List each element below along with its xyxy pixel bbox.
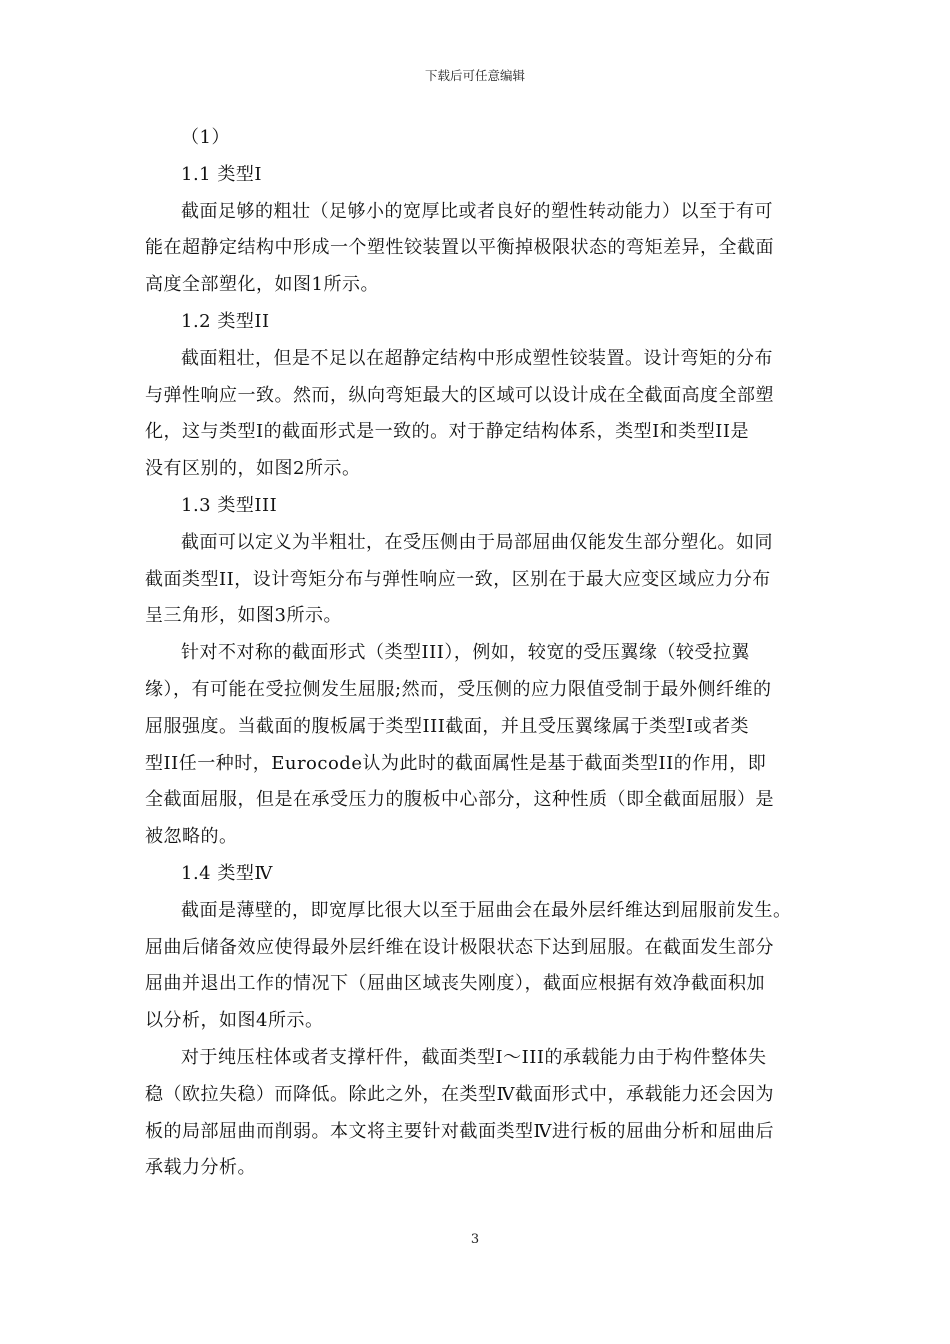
text-line: 缘），有可能在受拉侧发生屈服;然而，受压侧的应力限值受制于最外侧纤维的: [145, 678, 772, 700]
text-line: 截面可以定义为半粗壮，在受压侧由于局部屈曲仅能发生部分塑化。如同: [181, 531, 773, 553]
section-heading: 1.1 类型Ⅰ: [181, 163, 262, 185]
text-line: 针对不对称的截面形式（类型III），例如，较宽的受压翼缘（较受拉翼: [181, 642, 750, 664]
text-line: 屈曲并退出工作的情况下（屈曲区域丧失刚度），截面应根据有效净截面积加: [145, 973, 765, 995]
text-line: 没有区别的，如图2所示。: [145, 458, 361, 480]
section-heading: 1.2 类型II: [181, 310, 270, 332]
document-body: [145, 120, 805, 1187]
text-line: 被忽略的。: [145, 826, 238, 848]
text-line: 化，这与类型Ⅰ的截面形式是一致的。对于静定结构体系，类型Ⅰ和类型II是: [145, 421, 749, 443]
text-line: 屈服强度。当截面的腹板属于类型III截面，并且受压翼缘属于类型Ⅰ或者类: [145, 715, 749, 737]
text-line: 稳（欧拉失稳）而降低。除此之外，在类型Ⅳ截面形式中，承载能力还会因为: [145, 1083, 774, 1105]
text-line: 截面足够的粗壮（足够小的宽厚比或者良好的塑性转动能力）以至于有可: [181, 200, 773, 222]
page-header: 下载后可任意编辑: [424, 68, 525, 83]
text-line: 截面类型II，设计弯矩分布与弹性响应一致，区别在于最大应变区域应力分布: [145, 568, 771, 590]
text-line: 型II任一种时，Eurocode认为此时的截面属性是基于截面类型II的作用，即: [145, 752, 767, 774]
text-line: 对于纯压柱体或者支撑杆件，截面类型Ⅰ～III的承载能力由于构件整体失: [181, 1046, 767, 1068]
text-line: 与弹性响应一致。然而，纵向弯矩最大的区域可以设计成在全截面高度全部塑: [145, 384, 774, 406]
section-heading: （1）: [181, 127, 230, 148]
section-heading: 1.4 类型Ⅳ: [181, 862, 273, 884]
text-line: 呈三角形，如图3所示。: [145, 605, 342, 627]
text-line: 截面是薄壁的，即宽厚比很大以至于屈曲会在最外层纤维达到屈服前发生。: [181, 899, 792, 921]
text-line: 承载力分析。: [145, 1157, 256, 1179]
text-line: 以分析，如图4所示。: [145, 1010, 324, 1032]
text-line: 屈曲后储备效应使得最外层纤维在设计极限状态下达到屈服。在截面发生部分: [145, 936, 774, 958]
text-line: 高度全部塑化，如图1所示。: [145, 274, 379, 296]
text-line: 板的局部屈曲而削弱。本文将主要针对截面类型Ⅳ进行板的屈曲分析和屈曲后: [145, 1120, 774, 1142]
text-line: 能在超静定结构中形成一个塑性铰装置以平衡掉极限状态的弯矩差异，全截面: [145, 237, 774, 259]
text-line: 截面粗壮，但是不足以在超静定结构中形成塑性铰装置。设计弯矩的分布: [181, 347, 773, 369]
page-number: 3: [470, 1232, 480, 1247]
text-line: 全截面屈服，但是在承受压力的腹板中心部分，这种性质（即全截面屈服）是: [145, 789, 774, 811]
section-heading: 1.3 类型III: [181, 494, 278, 516]
